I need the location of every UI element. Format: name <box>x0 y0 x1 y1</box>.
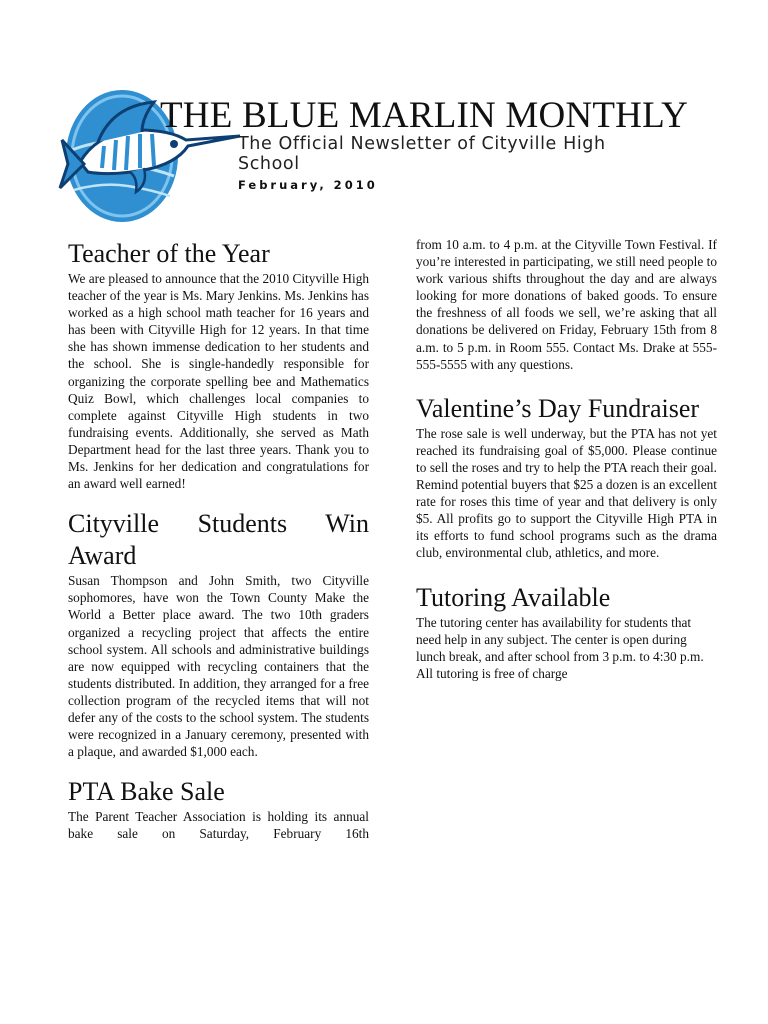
right-column <box>416 236 717 682</box>
article-valentines-fundraiser <box>416 393 717 562</box>
article-heading: PTA Bake Sale <box>68 777 225 807</box>
issue-date: February, 2010 <box>238 178 378 192</box>
article-body: We are pleased to announce that the 2010 Cityville High teacher of the year is Ms. Mary Jenkins. Ms. Jenkins has worked as a high school math teacher for 16 years and has been with Cityville High for 12 years. In that time she has shown immense dedication to her students and the school. She is single-handedly responsible for organizing the corporate spelling bee and Mathematics Quiz Bowl, which challenges local companies to complete against Cityville High students in two fundraising events. Additionally, she served as Math Department head for the last three years. Thank you to Ms. Jenkins for her dedication and congratulations for an award well earned! <box>68 271 369 492</box>
article-body: The tutoring center has availability for students that need help in any subject. The center is open during lunch break, and after school from 3 p.m. to 4:30 p.m. All tutoring is free of charge <box>416 614 704 681</box>
article-body: The Parent Teacher Association is holding its annual bake sale on Saturday, February 16th <box>68 809 369 842</box>
article-tutoring-available <box>416 582 717 682</box>
masthead <box>160 96 760 136</box>
article-body: The rose sale is well underway, but the PTA has not yet reached its fundraising goal of $5,000. Please continue to sell the roses and try to help the PTA reach their goal. Remind potential buyers that $25 a dozen is an excellent rate for roses this time of year and that delivery is only $5. All profits go to support the Cityville High PTA in its efforts to fund school programs such as the drama club, environmental club, athletics, and more. <box>416 425 717 561</box>
left-column <box>68 238 369 842</box>
article-heading: Tutoring Available <box>416 582 611 612</box>
newsletter-title: THE BLUE MARLIN MONTHLY <box>160 95 689 136</box>
newsletter-subtitle: The Official Newsletter of Cityville High School <box>238 134 606 174</box>
article-heading: Cityville Students Win Award <box>68 509 369 571</box>
article-body-continued: from 10 a.m. to 4 p.m. at the Cityville Town Festival. If you’re interested in participating, we still need people to work various shifts throughout the day and are always looking for more donations of baked goods. To ensure the freshness of all foods we sell, we’re asking that all donations be delivered on Friday, February 15th from 8 a.m. to 5 p.m. in Room 555. Contact Ms. Drake at 555-555-5555 with any questions. <box>416 237 717 372</box>
article-pta-bake-sale <box>68 776 369 842</box>
article-students-win-award <box>68 508 369 760</box>
article-body: Susan Thompson and John Smith, two Cityville sophomores, have won the Town County Make the World a Better place award. The two 10th graders organized a recycling project that affects the entire school system. All schools and administrative buildings are now equipped with recycling containers that the students distributed. In addition, they arranged for a free collection program of the recycled items that will not defer any of the costs to the school system. The students were recognized in a January ceremony, presented with a plaque, and awarded $1,000 each. <box>68 573 369 760</box>
article-heading: Valentine’s Day Fundraiser <box>416 393 700 423</box>
article-heading: Teacher of the Year <box>68 239 270 268</box>
article-teacher-of-the-year <box>68 238 369 492</box>
